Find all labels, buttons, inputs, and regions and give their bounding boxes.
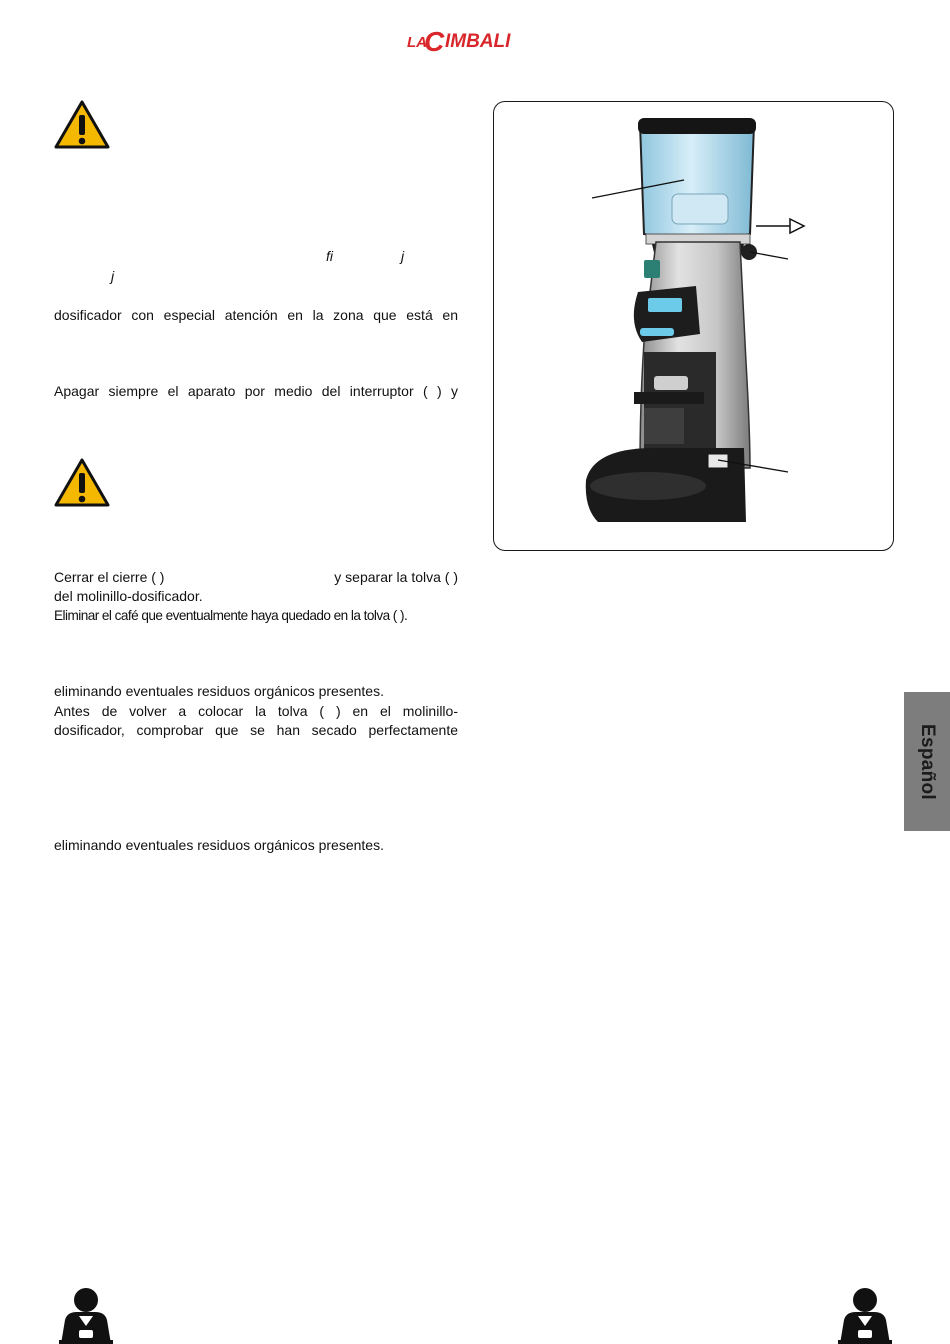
barista-icon xyxy=(834,1286,896,1344)
grinder-figure xyxy=(493,101,894,551)
svg-text:LA: LA xyxy=(407,34,427,51)
paragraph: eliminando eventuales residuos orgánicos presentes. xyxy=(54,837,384,853)
paragraph: dosificador, comprobar que se han secado perfectamente xyxy=(54,722,458,738)
lacimbali-logo xyxy=(405,20,545,56)
paragraph: Antes de volver a colocar la tolva ( ) en el molinillo- xyxy=(54,703,458,719)
language-tab-label: Español xyxy=(917,723,938,800)
warning-triangle-icon xyxy=(54,100,110,150)
paragraph: Apagar siempre el aparato por medio del interruptor ( ) y xyxy=(54,383,458,399)
paragraph: del molinillo-dosificador. xyxy=(54,588,203,604)
language-tab xyxy=(904,692,950,831)
paragraph-part: Cerrar el cierre ( ) xyxy=(54,569,165,585)
svg-text:IMBALI: IMBALI xyxy=(445,31,511,52)
text-fragment: fi xyxy=(326,248,333,264)
text-fragment: j xyxy=(111,268,115,284)
paragraph-part: y separar la tolva ( ) xyxy=(334,569,458,585)
text-fragment: j xyxy=(401,248,405,264)
paragraph: eliminando eventuales residuos orgánicos presentes. xyxy=(54,683,384,699)
paragraph: Eliminar el café que eventualmente haya quedado en la tolva ( ). xyxy=(54,608,408,623)
grinder-illustration xyxy=(494,102,892,549)
barista-icon xyxy=(55,1286,117,1344)
paragraph: dosificador con especial atención en la zona que está en xyxy=(54,307,458,323)
warning-triangle-icon xyxy=(54,458,110,508)
paragraph xyxy=(54,568,458,587)
svg-text:C: C xyxy=(424,26,445,56)
